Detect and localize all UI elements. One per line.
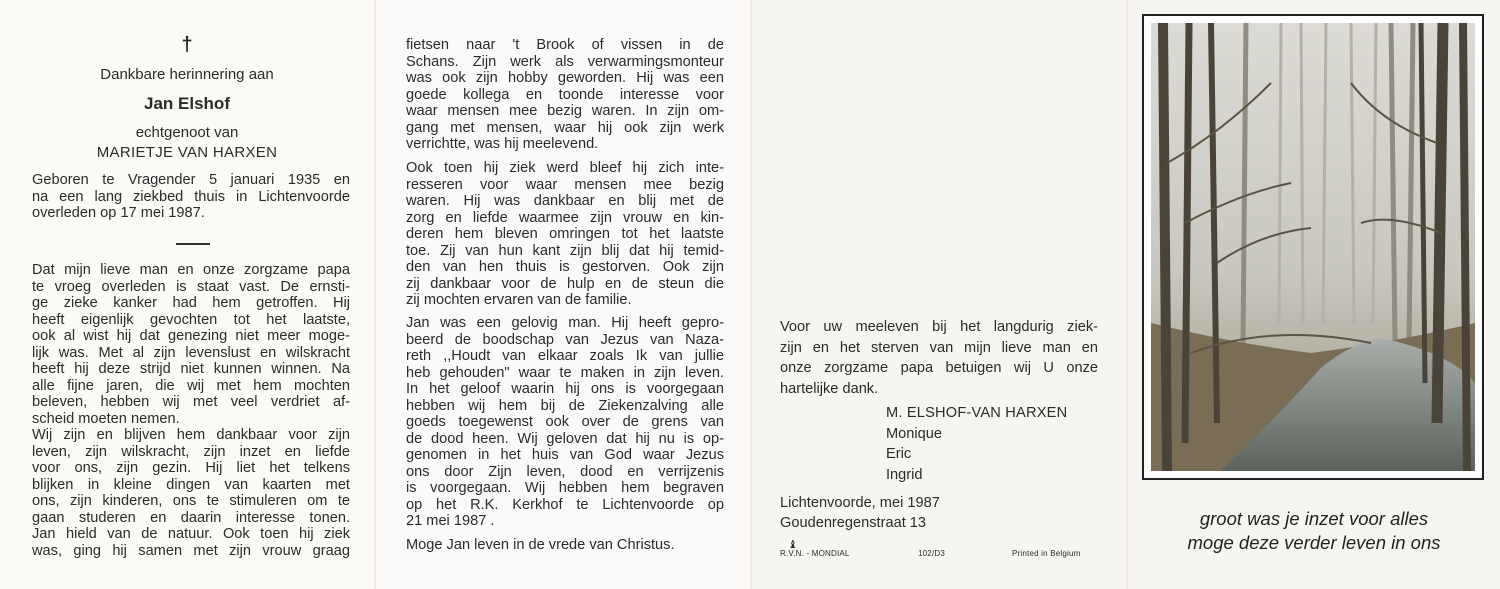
text-line: beleven, hebben wij met veel verdriet af- — [32, 394, 350, 410]
text-line: was ook zijn hobby geworden. Hij was een — [406, 70, 724, 86]
print-origin: Printed in Belgium — [1012, 549, 1081, 558]
text-line: blijken in kleine dingen van kaarten met — [32, 476, 350, 493]
deceased-name: Jan Elshof — [144, 94, 230, 113]
intro-text: Dankbare herinnering aan — [100, 66, 274, 83]
text-line: toe. Zij van hun kant zijn blij dat hij temid- — [406, 242, 724, 259]
text-line: gang met mensen, waar hij ook zijn werk — [406, 119, 724, 136]
text-line: genomen in het huis van God waar Jezus — [406, 447, 724, 463]
family-member: Eric — [886, 446, 912, 462]
text-line: hartelijke dank. — [780, 380, 879, 397]
memorial-text-paragraph — [32, 262, 350, 559]
place-date: Lichtenvoorde, mei 1987 — [780, 495, 940, 511]
forest-photo — [1142, 14, 1484, 480]
printer-name: R.V.N. - MONDIAL — [780, 549, 850, 558]
spouse-of-text: echtgenoot van — [135, 124, 239, 141]
text-line: te vroeg overleden is staat vast. De ernsti- — [32, 278, 350, 295]
text-line: deren hem bleven omringen tot het laatste — [406, 226, 724, 242]
divider-line — [176, 243, 210, 245]
text-line: de dood heen. Wij geloven dat hij nu is op- — [406, 430, 724, 447]
text-line: voor ons, zijn gezin. Hij liet het telkens — [32, 460, 350, 476]
text-line: Wij zijn en blijven hem dankbaar voor zijn — [32, 427, 350, 443]
text-line: zijn en het sterven van mijn lieve man en — [780, 339, 1098, 356]
text-line: ook al wist hij dat genezing niet meer moge- — [32, 328, 350, 344]
text-line: Jan hield van de natuur. Ook toen hij ziek — [32, 526, 350, 542]
text-line: Ook toen hij ziek werd bleef hij zich inte- — [406, 160, 724, 176]
text-line: goede kollega en toonde interesse voor — [406, 86, 724, 103]
family-member: M. ELSHOF-VAN HARXEN — [886, 405, 1068, 421]
thanks-paragraph — [780, 317, 1098, 399]
text-line: was, ging hij samen met zijn vrouw graag — [32, 542, 350, 559]
text-line: beerd de boodschap van Jezus van Naza- — [406, 331, 724, 348]
text-line: waar mensen mee bezig waren. In zijn om- — [406, 103, 724, 119]
text-line: heeft eigenlijk gevochten tot het laatste, — [32, 311, 350, 328]
text-line: waren. Hij was dankbaar en blij met de — [406, 193, 724, 209]
text-line: na een lang ziekbed thuis in Lichtenvoorde — [32, 188, 350, 205]
cross-symbol: † — [181, 34, 193, 56]
street-address: Goudenregenstraat 13 — [780, 515, 927, 531]
text-line: verrichtte, was hij meelevend. — [406, 136, 599, 152]
family-member: Ingrid — [886, 467, 923, 483]
text-line: ge zieke kanker had hem getroffen. Hij — [32, 295, 350, 311]
text-line: Geboren te Vragender 5 januari 1935 en — [32, 172, 350, 188]
text-line: Jan was een gelovig man. Hij heeft gepro- — [406, 315, 724, 331]
text-line: goeds toegewenst ook over de grens van — [406, 414, 724, 430]
text-line: Voor uw meeleven bij het langdurig ziek- — [780, 319, 1098, 335]
family-member: Monique — [886, 426, 942, 442]
text-line: ons, zijn kinderen, ons te stimuleren om te — [32, 493, 350, 509]
text-line: 21 mei 1987 . — [406, 513, 495, 529]
quote-line: groot was je inzet voor alles — [1199, 508, 1429, 529]
forest-photo-image — [1151, 23, 1475, 471]
memorial-text-paragraph — [406, 160, 724, 309]
text-line: hebben wij hem bij de Ziekenzalving alle — [406, 397, 724, 414]
text-line: Dat mijn lieve man en onze zorgzame papa — [32, 262, 350, 278]
memorial-text-paragraph — [406, 37, 724, 153]
quote-line: moge deze verder leven in ons — [1187, 532, 1441, 553]
text-line: fietsen naar 't Brook of vissen in de — [406, 37, 724, 53]
text-line: overleden op 17 mei 1987. — [32, 205, 205, 221]
text-line: ons door Zijn leven, dood en verrijzenis — [406, 463, 724, 480]
text-line: zij dankbaar voor de hulp en de steun die — [406, 275, 724, 292]
printer-logo-icon: ♝ — [788, 539, 798, 551]
closing-blessing: Moge Jan leven in de vrede van Christus. — [406, 537, 675, 553]
text-line: heb gehouden" waar te maken in zijn leven. — [406, 364, 724, 381]
memorial-text-paragraph — [406, 315, 724, 530]
text-line: leven, zijn wilskracht, zijn inzet en liefde — [32, 443, 350, 460]
text-line: is voorgegaan. Wij hebben hem begraven — [406, 480, 724, 496]
text-line: scheid moeten nemen. — [32, 410, 180, 427]
text-line: Schans. Zijn werk als verwarmingsmonteur — [406, 53, 724, 70]
text-line: zij mochten ervaren van de familie. — [406, 292, 632, 308]
spouse-name: MARIETJE VAN HARXEN — [96, 144, 278, 161]
birth-death-paragraph — [32, 172, 350, 222]
text-line: zorg en liefde waarmee zijn vrouw en kin- — [406, 209, 724, 226]
text-line: den van hen thuis is gestorven. Ook zijn — [406, 259, 724, 275]
text-line: lijk was. Met al zijn levenslust en wilskracht — [32, 344, 350, 361]
text-line: onze zorgzame papa betuigen wij U onze — [780, 360, 1098, 377]
print-code: 102/D3 — [918, 549, 945, 558]
text-line: alle fijne jaren, die wij met hem mochten — [32, 377, 350, 394]
text-line: resseren voor waar mensen mee bezig — [406, 176, 724, 193]
text-line: In het geloof waarin hij ons is voorgegaan — [406, 381, 724, 397]
text-line: heeft hij deze strijd niet kunnen winnen. Na — [32, 361, 350, 377]
text-line: reth ,,Houdt van elkaar zoals Ik van jullie — [406, 348, 724, 364]
text-line: gaan studeren en daarin interesse tonen. — [32, 509, 350, 526]
text-line: op het R.K. Kerkhof te Lichtenvoorde op — [406, 496, 724, 513]
